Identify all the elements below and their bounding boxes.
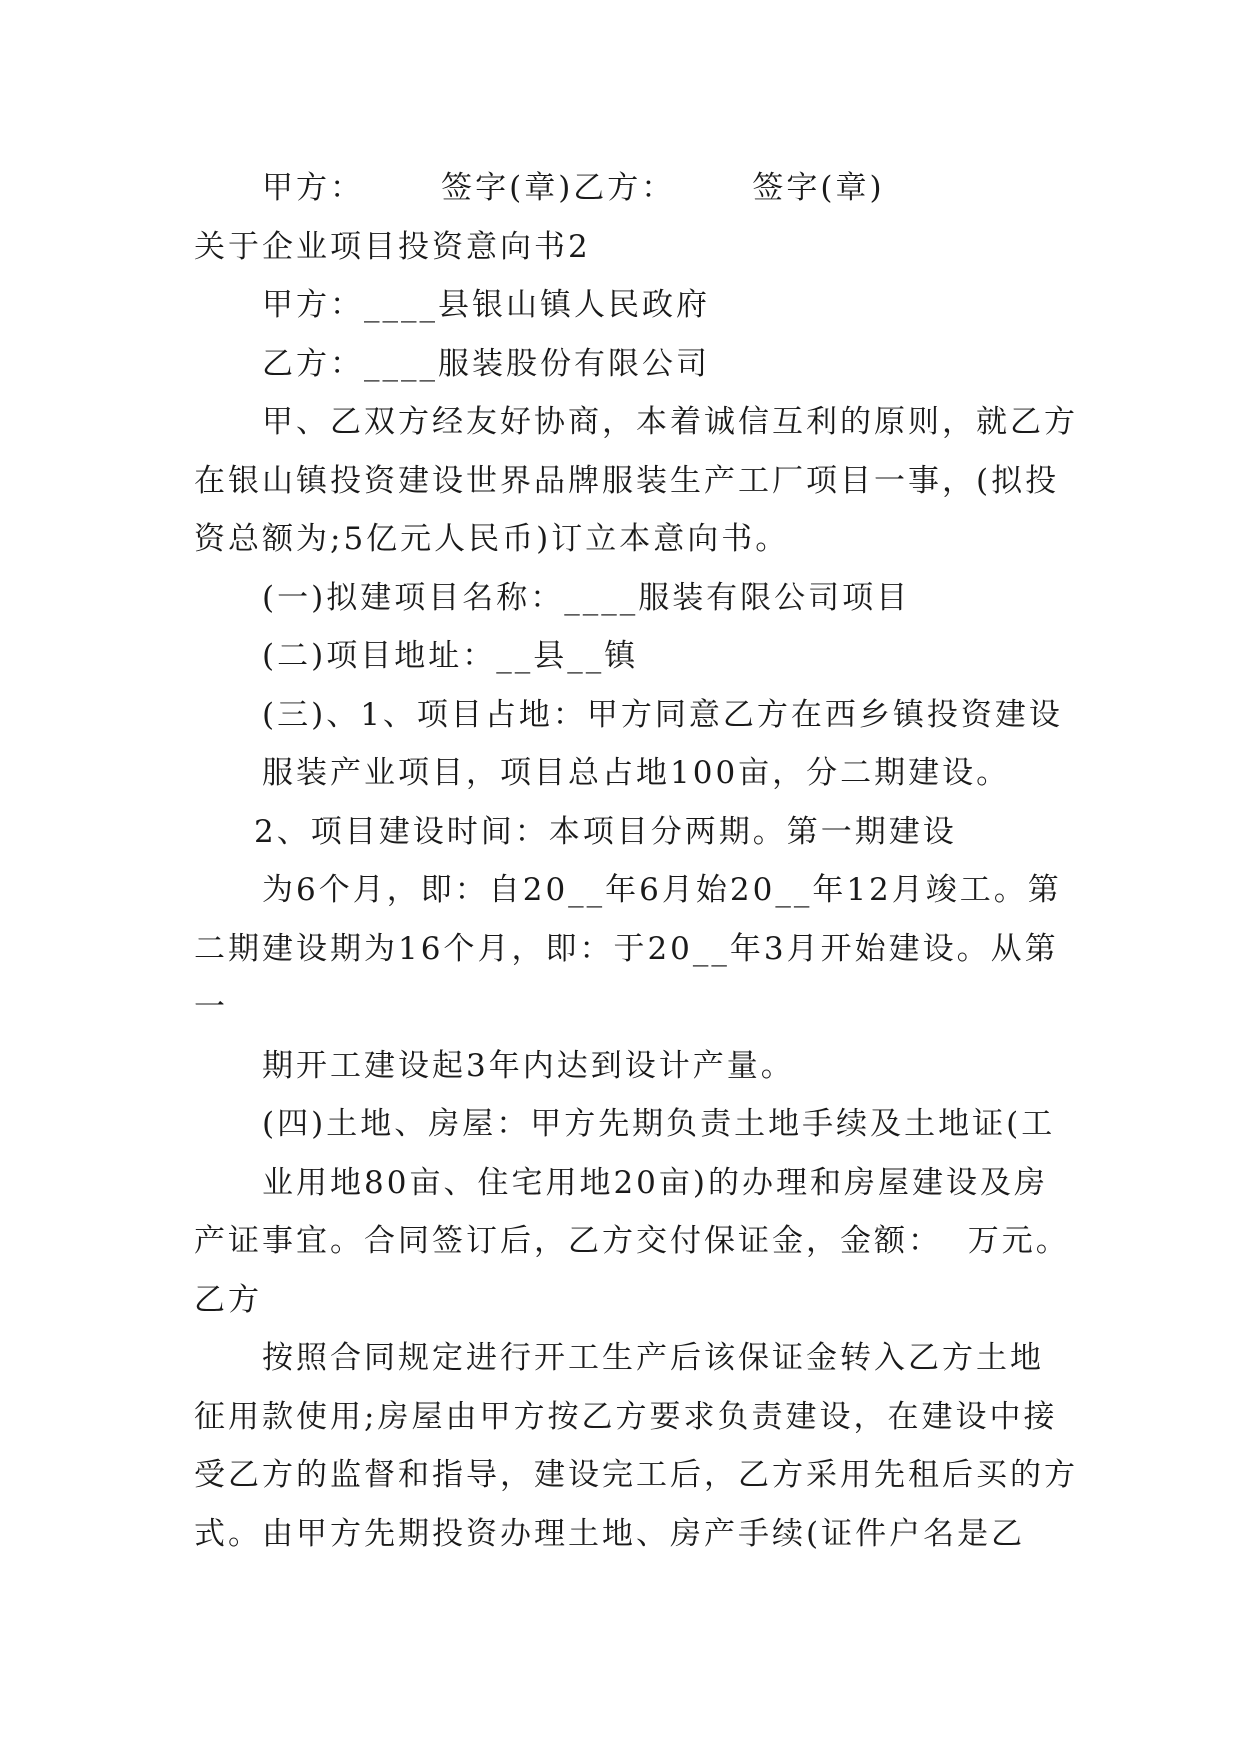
text-line: (二)项目地址：__县__镇 [262, 638, 639, 674]
text-line: 受乙方的监督和指导，建设完工后，乙方采用先租后买的方 [194, 1457, 1078, 1493]
signature-line: 甲方： 签字(章)乙方： 签字(章) [262, 170, 885, 206]
section-title: 关于企业项目投资意向书2 [194, 229, 591, 265]
text-line: 为6个月，即：自20__年6月始20__年12月竣工。第 [262, 872, 1062, 908]
text-line: 乙方 [194, 1282, 262, 1318]
text-line: 式。由甲方先期投资办理土地、房产手续(证件户名是乙 [194, 1516, 1026, 1552]
text-line: 资总额为;5亿元人民币)订立本意向书。 [194, 521, 790, 557]
text-line: 2、项目建设时间：本项目分两期。第一期建设 [254, 814, 957, 850]
text-line: 二期建设期为16个月，即：于20__年3月开始建设。从第 [194, 931, 1059, 967]
party-a-line: 甲方：____县银山镇人民政府 [262, 287, 710, 323]
party-b-line: 乙方：____服装股份有限公司 [262, 346, 710, 382]
text-line: 在银山镇投资建设世界品牌服装生产工厂项目一事，(拟投 [194, 463, 1060, 499]
text-line: 产证事宜。合同签订后，乙方交付保证金，金额： 万元。 [194, 1223, 1070, 1259]
text-line: 期开工建设起3年内达到设计产量。 [262, 1048, 795, 1084]
text-line: 业用地80亩、住宅用地20亩)的办理和房屋建设及房 [262, 1165, 1048, 1201]
text-line: 甲、乙双方经友好协商，本着诚信互利的原则，就乙方 [262, 404, 1078, 440]
text-line: 征用款使用;房屋由甲方按乙方要求负责建设，在建设中接 [194, 1399, 1058, 1435]
text-line: 一 [194, 989, 228, 1025]
text-line: 服装产业项目，项目总占地100亩，分二期建设。 [262, 755, 1011, 791]
text-line: (三)、1、项目占地：甲方同意乙方在西乡镇投资建设 [262, 697, 1063, 733]
text-line: 按照合同规定进行开工生产后该保证金转入乙方土地 [262, 1340, 1044, 1376]
text-line: (一)拟建项目名称：____服装有限公司项目 [262, 580, 911, 616]
text-line: (四)土地、房屋：甲方先期负责土地手续及土地证(工 [262, 1106, 1056, 1142]
